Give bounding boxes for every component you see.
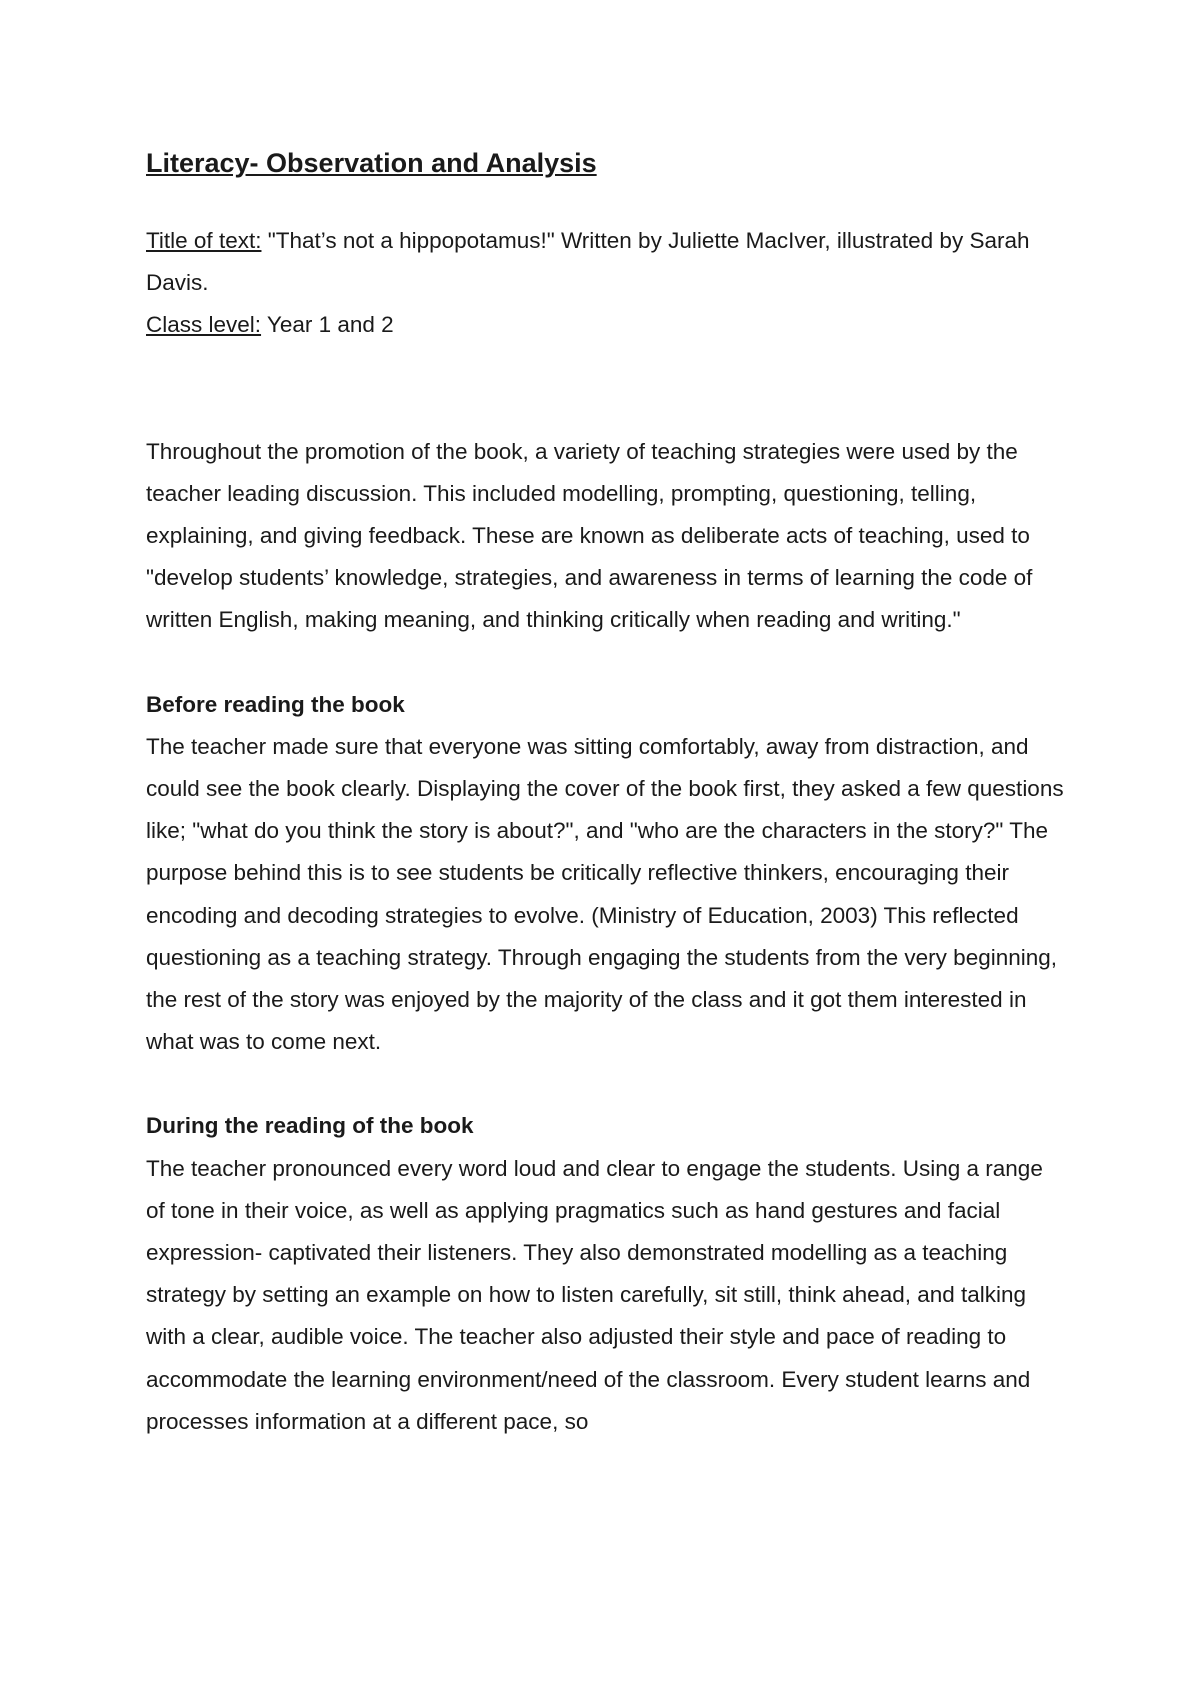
title-of-text-value: "That’s not a hippopotamus!" Written by Juliette MacIver, illustrated by Sarah Davis. (146, 228, 1030, 296)
title-of-text-label: Title of text: (146, 228, 262, 253)
section-body-during-reading: The teacher pronounced every word loud and clear to engage the students. Using a range of tone in their voice, as well as applying pragmatics such as hand gestures and facial expression- captivated their listeners. They also demonstrated modelling as a teaching strategy by setting an example on how to listen carefully, sit still, think ahead, and talking with a clear, audible voice. The teacher also adjusted their style and pace of reading to accommodate the learning environment/need of the classroom. Every student learns and processes information at a different pace, so (146, 1155, 1043, 1434)
spacer (146, 642, 1066, 684)
document-title: Literacy- Observation and Analysis (146, 148, 597, 178)
spacer (146, 347, 1066, 431)
title-of-text-line (146, 220, 1066, 304)
section-heading-during-reading: During the reading of the book (146, 1113, 474, 1139)
section-heading-before-reading: Before reading the book (146, 691, 405, 717)
section-body-before-reading: The teacher made sure that everyone was sitting comfortably, away from distraction, and could see the book clearly. Displaying the cover of the book first, they asked a few questions like; "what do you think the story is about?", and "who are the characters in the story?" The purpose behind this is to see students be critically reflective thinkers, encouraging their encoding and decoding strategies to evolve. (Ministry of Education, 2003) This reflected questioning as a teaching strategy. Through engaging the students from the very beginning, the rest of the story was enjoyed by the majority of the class and it got them interested in what was to come next. (146, 733, 1064, 1055)
spacer (146, 1063, 1066, 1105)
class-level-line (146, 304, 1066, 346)
class-level-value: Year 1 and 2 (261, 312, 394, 338)
intro-paragraph: Throughout the promotion of the book, a variety of teaching strategies were used by the teacher leading discussion. This included modelling, prompting, questioning, telling, explaining, and giving feedback. These are known as deliberate acts of teaching, used to "develop students’ knowledge, strategies, and awareness in terms of learning the code of written English, making meaning, and thinking critically when reading and writing." (146, 438, 1033, 633)
class-level-label: Class level: (146, 312, 262, 338)
document-body (146, 138, 1066, 1443)
